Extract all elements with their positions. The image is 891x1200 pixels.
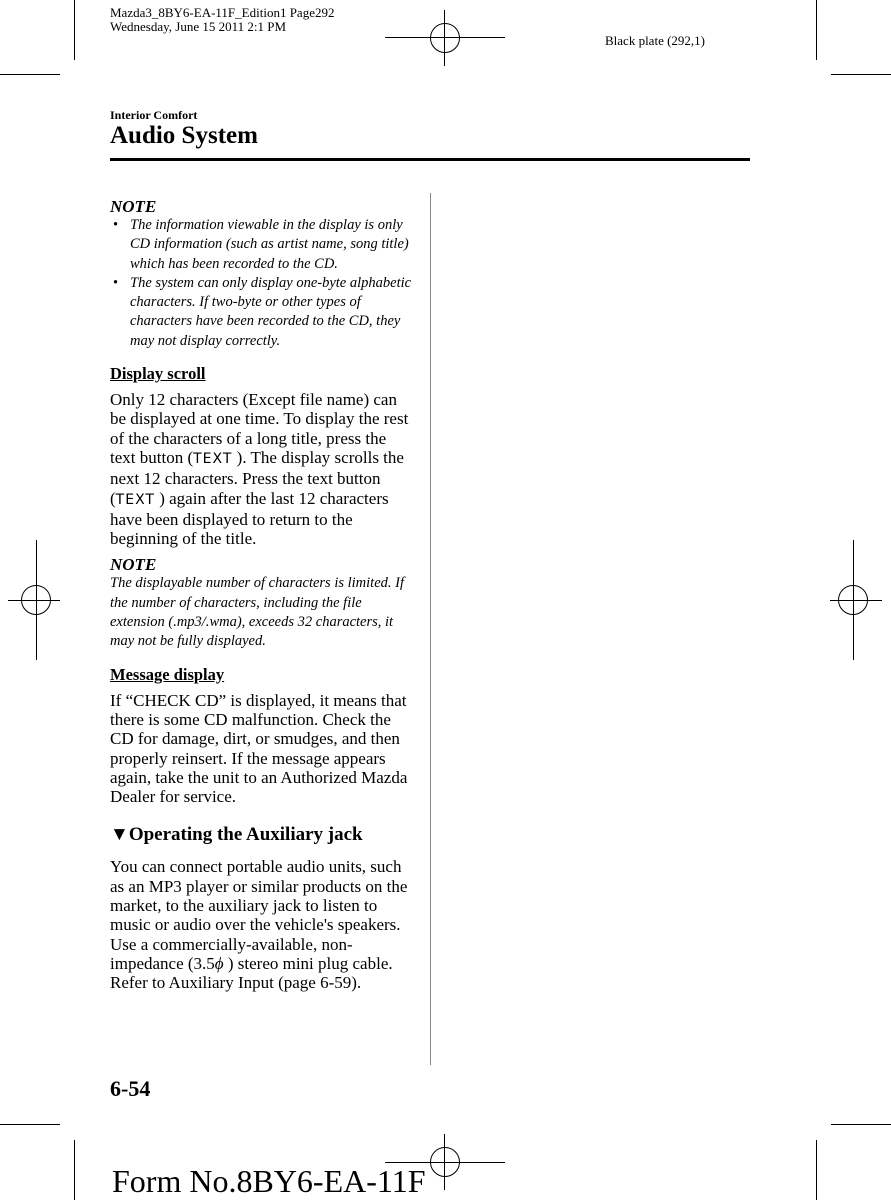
message-display-text: If “CHECK CD” is displayed, it means that there is some CD malfunction. Check the CD for damage, dirt, or smudges, and then properly reinsert. If the message appears again, take the unit to an Authorized Mazda Dealer for service. [110, 690, 408, 807]
section-label: Interior Comfort [110, 108, 198, 122]
phi-symbol: ϕ [214, 953, 224, 973]
note-bullet [110, 216, 412, 274]
note-heading: NOTE [110, 555, 157, 575]
note-block-2 [110, 555, 412, 651]
message-display-section [110, 665, 412, 807]
display-scroll-text-b: ). The display scrolls the next 12 characters. Press the text button ( [110, 447, 404, 508]
column-divider [430, 193, 431, 1065]
display-scroll-section [110, 364, 412, 548]
title-rule [110, 158, 750, 161]
bullet-icon: • [113, 217, 119, 233]
bullet-icon: • [113, 274, 119, 291]
aux-text-a: You can connect portable audio units, such as an MP3 player or similar products on the market, to the auxiliary jack to listen to music or audio over the vehicle's speakers. Use a commercially-available, non-impedance (3.5 [110, 857, 408, 973]
aux-text [110, 857, 412, 992]
display-scroll-heading: Display scroll [110, 364, 206, 384]
plate-label: Black plate (292,1) [605, 33, 705, 48]
display-scroll-text-a: Only 12 characters (Except file name) can be displayed at one time. To display the rest of the characters of a long title, press the text button ( [110, 390, 409, 467]
note-heading: NOTE [110, 197, 157, 216]
display-scroll-text-c: ) again after the last 12 characters have been displayed to return to the beginning of the title. [110, 488, 389, 549]
left-column [110, 197, 412, 993]
page-title: Audio System [110, 122, 258, 149]
note-bullet [110, 274, 412, 351]
form-number: Form No.8BY6-EA-11F [112, 1163, 426, 1199]
aux-section [110, 824, 412, 992]
note-bullet-text: The information viewable in the display is only CD information (such as artist name, song title) which has been recorded to the CD. [130, 217, 409, 272]
note-bullet-text: The system can only display one-byte alphabetic characters. If two-byte or other types of characters have been recorded to the CD, they may not display correctly. [130, 274, 412, 349]
page-number: 6-54 [110, 1076, 151, 1101]
aux-heading-text: Operating the Auxiliary jack [128, 824, 363, 846]
aux-heading [110, 824, 412, 846]
print-header-line1: Mazda3_8BY6-EA-11F_Edition1 Page292 [110, 5, 335, 20]
text-button-label: TEXT [115, 491, 155, 508]
triangle-down-icon: ▼ [110, 824, 129, 846]
text-button-label: TEXT [193, 450, 233, 467]
note-text: The displayable number of characters is limited. If the number of characters, including the file extension (.mp3/.wma), exceeds 32 characters, it may not be fully displayed. [110, 575, 404, 650]
note-block-1 [110, 197, 412, 351]
display-scroll-text [110, 390, 412, 548]
print-header [110, 6, 334, 34]
print-header-line2: Wednesday, June 15 2011 2:1 PM [110, 19, 287, 34]
message-display-heading: Message display [110, 664, 225, 684]
aux-text-b: ) stereo mini plug cable. Refer to Auxiliary Input (page 6-59). [110, 953, 393, 993]
